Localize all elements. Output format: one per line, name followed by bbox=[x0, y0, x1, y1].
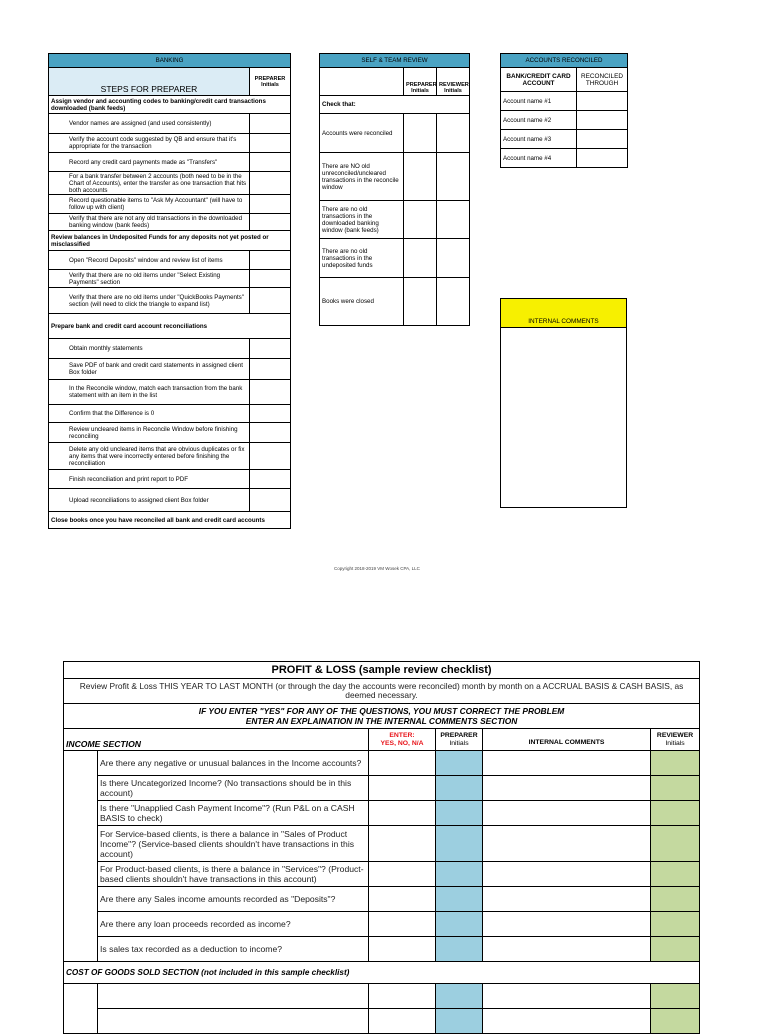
preparer-initials-cell[interactable] bbox=[404, 153, 437, 201]
banking-step-text: Record questionable items to "Ask My Accountant" (will have to follow up with client) bbox=[49, 195, 250, 214]
reviewer-initials-cell[interactable] bbox=[651, 937, 700, 962]
answer-cell[interactable] bbox=[369, 912, 436, 937]
table-row bbox=[64, 826, 700, 862]
bank-credit-card-account-header: BANK/CREDIT CARD ACCOUNT bbox=[501, 68, 577, 92]
reviewer-initials-cell[interactable] bbox=[651, 1009, 700, 1034]
preparer-initials-cell[interactable] bbox=[250, 405, 291, 423]
banking-step-text: Confirm that the Difference is 0 bbox=[49, 405, 250, 423]
preparer-initials-cell[interactable] bbox=[436, 826, 483, 862]
banking-step-text: Record any credit card payments made as "Transfers" bbox=[49, 153, 250, 172]
preparer-initials-cell[interactable] bbox=[436, 776, 483, 801]
internal-comments-header: INTERNAL COMMENTS bbox=[501, 299, 626, 328]
table-row bbox=[49, 172, 291, 195]
table-row bbox=[320, 201, 470, 239]
reviewer-initials-cell[interactable] bbox=[651, 887, 700, 912]
income-question: Are there any loan proceeds recorded as income? bbox=[98, 912, 369, 937]
reviewer-initials-cell[interactable] bbox=[651, 984, 700, 1009]
banking-step-text: In the Reconcile window, match each transaction from the bank statement with an item in the list bbox=[49, 380, 250, 405]
table-row bbox=[49, 153, 291, 172]
reconciled-through-header: RECONCILED THROUGH bbox=[577, 68, 628, 92]
table-row bbox=[49, 288, 291, 314]
banking-section-title: Close books once you have reconciled all bank and credit card accounts bbox=[49, 512, 291, 529]
pl-title: PROFIT & LOSS (sample review checklist) bbox=[64, 662, 700, 679]
banking-title: BANKING bbox=[49, 54, 291, 68]
review-check-text: Books were closed bbox=[320, 278, 404, 326]
preparer-initials-cell[interactable] bbox=[436, 751, 483, 776]
preparer-initials-cell[interactable] bbox=[436, 937, 483, 962]
answer-cell[interactable] bbox=[369, 887, 436, 912]
table-row bbox=[49, 470, 291, 489]
preparer-header: PREPARER bbox=[254, 75, 286, 82]
banking-step-text: For a bank transfer between 2 accounts (both need to be in the Chart of Accounts), enter the transfer as one transaction that hits both accounts bbox=[49, 172, 250, 195]
steps-for-preparer-header: STEPS FOR PREPARER bbox=[49, 68, 250, 96]
table-row bbox=[49, 405, 291, 423]
account-name: Account name #2 bbox=[501, 111, 577, 130]
preparer-initials-cell[interactable] bbox=[250, 172, 291, 195]
answer-cell[interactable] bbox=[369, 1009, 436, 1034]
pl-preparer-initials: Initials bbox=[449, 739, 469, 747]
account-name: Account name #3 bbox=[501, 130, 577, 149]
table-row bbox=[64, 801, 700, 826]
enter-values-label: YES, NO, N/A bbox=[380, 739, 424, 747]
income-question: Are there any Sales income amounts recorded as "Deposits"? bbox=[98, 887, 369, 912]
table-row bbox=[501, 149, 628, 168]
banking-step-text: Finish reconciliation and print report to PDF bbox=[49, 470, 250, 489]
answer-cell[interactable] bbox=[369, 937, 436, 962]
comments-cell[interactable] bbox=[483, 1009, 651, 1034]
banking-section-title: Review balances in Undeposited Funds for any deposits not yet posted or misclassified bbox=[49, 231, 291, 251]
review-reviewer-initials: Initials bbox=[444, 88, 462, 94]
table-row bbox=[64, 776, 700, 801]
preparer-initials-cell[interactable] bbox=[250, 270, 291, 288]
banking-section-row bbox=[49, 96, 291, 114]
review-check-text: There are NO old unreconciled/uncleared transactions in the reconcile window bbox=[320, 153, 404, 201]
banking-step-text: Open "Record Deposits" window and review list of items bbox=[49, 251, 250, 270]
preparer-initials-cell[interactable] bbox=[250, 153, 291, 172]
preparer-initials-cell[interactable] bbox=[250, 288, 291, 314]
initials-label: Initials bbox=[261, 81, 279, 88]
reviewer-initials-cell[interactable] bbox=[651, 776, 700, 801]
review-check-text: There are no old transactions in the undeposited funds bbox=[320, 239, 404, 278]
table-row bbox=[49, 195, 291, 214]
table-row bbox=[64, 887, 700, 912]
reviewer-initials-cell[interactable] bbox=[651, 912, 700, 937]
table-row bbox=[49, 423, 291, 443]
answer-cell[interactable] bbox=[369, 862, 436, 887]
review-reviewer-header: REVIEWER bbox=[439, 82, 469, 88]
accounts-title: ACCOUNTS RECONCILED bbox=[501, 54, 628, 68]
reviewer-initials-cell[interactable] bbox=[437, 278, 470, 326]
preparer-initials-cell[interactable] bbox=[404, 278, 437, 326]
table-row bbox=[49, 380, 291, 405]
account-name: Account name #1 bbox=[501, 92, 577, 111]
reviewer-initials-cell[interactable] bbox=[437, 201, 470, 239]
reconciled-through-cell[interactable] bbox=[577, 130, 628, 149]
answer-cell[interactable] bbox=[369, 751, 436, 776]
reviewer-initials-cell[interactable] bbox=[651, 826, 700, 862]
reviewer-initials-cell[interactable] bbox=[651, 801, 700, 826]
table-row bbox=[49, 270, 291, 288]
pl-warning-line2: ENTER AN EXPLAINATION IN THE INTERNAL COMMENTS SECTION bbox=[245, 716, 518, 726]
preparer-initials-cell[interactable] bbox=[250, 380, 291, 405]
table-row bbox=[320, 278, 470, 326]
review-check-text: There are no old transactions in the downloaded banking window (bank feeds) bbox=[320, 201, 404, 239]
review-preparer-initials: Initials bbox=[411, 88, 429, 94]
answer-cell[interactable] bbox=[369, 826, 436, 862]
table-row bbox=[49, 114, 291, 134]
preparer-initials-cell[interactable] bbox=[436, 912, 483, 937]
preparer-initials-cell[interactable] bbox=[436, 862, 483, 887]
preparer-initials-cell[interactable] bbox=[250, 489, 291, 512]
income-question: Are there any negative or unusual balances in the Income accounts? bbox=[98, 751, 369, 776]
reviewer-initials-cell[interactable] bbox=[437, 153, 470, 201]
preparer-initials-cell[interactable] bbox=[404, 239, 437, 278]
enter-label: ENTER: bbox=[389, 731, 415, 739]
internal-comments-box[interactable] bbox=[500, 298, 627, 508]
banking-section-row bbox=[49, 314, 291, 339]
comments-cell[interactable] bbox=[483, 776, 651, 801]
comments-cell[interactable] bbox=[483, 887, 651, 912]
preparer-initials-cell[interactable] bbox=[250, 339, 291, 359]
preparer-initials-cell[interactable] bbox=[436, 1009, 483, 1034]
cogs-section-header: COST OF GOODS SOLD SECTION (not included in this sample checklist) bbox=[64, 962, 700, 984]
income-section-header: INCOME SECTION bbox=[64, 729, 369, 751]
cogs-question-cell[interactable] bbox=[98, 984, 369, 1009]
comments-cell[interactable] bbox=[483, 937, 651, 962]
banking-step-text: Vendor names are assigned (and used consistently) bbox=[49, 114, 250, 134]
table-row bbox=[64, 912, 700, 937]
banking-step-text: Save PDF of bank and credit card statements in assigned client Box folder bbox=[49, 359, 250, 380]
income-question: Is there "Unapplied Cash Payment Income"? (Run P&L on a CASH BASIS to check) bbox=[98, 801, 369, 826]
table-row bbox=[64, 937, 700, 962]
preparer-initials-cell[interactable] bbox=[250, 443, 291, 470]
cogs-question-cell[interactable] bbox=[98, 1009, 369, 1034]
banking-table bbox=[48, 53, 291, 529]
preparer-initials-cell[interactable] bbox=[250, 423, 291, 443]
reviewer-initials-cell[interactable] bbox=[437, 239, 470, 278]
banking-section-title: Prepare bank and credit card account reconciliations bbox=[49, 314, 291, 339]
banking-step-text: Upload reconciliations to assigned client Box folder bbox=[49, 489, 250, 512]
pl-reviewer-header: REVIEWER bbox=[656, 731, 694, 739]
accounts-reconciled-table bbox=[500, 53, 628, 168]
answer-cell[interactable] bbox=[369, 984, 436, 1009]
reviewer-initials-cell[interactable] bbox=[437, 114, 470, 153]
banking-step-text: Obtain monthly statements bbox=[49, 339, 250, 359]
preparer-initials-cell[interactable] bbox=[436, 887, 483, 912]
table-row bbox=[49, 251, 291, 270]
reconciled-through-cell[interactable] bbox=[577, 92, 628, 111]
table-row bbox=[49, 359, 291, 380]
table-row bbox=[49, 339, 291, 359]
banking-step-text: Delete any old uncleared items that are obvious duplicates or fix any items that were incorrectly entered before finishing the reconciliation bbox=[49, 443, 250, 470]
reviewer-initials-cell[interactable] bbox=[651, 751, 700, 776]
review-preparer-header: PREPARER bbox=[406, 82, 437, 88]
preparer-initials-cell[interactable] bbox=[250, 114, 291, 134]
table-row bbox=[320, 239, 470, 278]
banking-step-text: Verify that there are no old items under "QuickBooks Payments" section (will need to click the triangle to expand list) bbox=[49, 288, 250, 314]
table-row bbox=[64, 984, 700, 1009]
table-row bbox=[320, 114, 470, 153]
preparer-initials-cell[interactable] bbox=[250, 470, 291, 489]
preparer-initials-cell[interactable] bbox=[436, 984, 483, 1009]
banking-step-text: Verify that there are not any old transactions in the downloaded banking window (bank feeds) bbox=[49, 214, 250, 231]
answer-cell[interactable] bbox=[369, 776, 436, 801]
preparer-initials-cell[interactable] bbox=[250, 214, 291, 231]
pl-warning-line1: IF YOU ENTER "YES" FOR ANY OF THE QUESTIONS, YOU MUST CORRECT THE PROBLEM bbox=[198, 706, 565, 716]
profit-loss-checklist bbox=[63, 661, 700, 1034]
preparer-initials-cell[interactable] bbox=[250, 134, 291, 153]
banking-section-title: Assign vendor and accounting codes to banking/credit card transactions downloaded (bank feeds) bbox=[49, 96, 291, 114]
answer-cell[interactable] bbox=[369, 801, 436, 826]
table-row bbox=[49, 214, 291, 231]
comments-cell[interactable] bbox=[483, 912, 651, 937]
table-row bbox=[501, 111, 628, 130]
table-row bbox=[64, 751, 700, 776]
table-row bbox=[49, 489, 291, 512]
table-row bbox=[49, 443, 291, 470]
pl-reviewer-initials: Initials bbox=[665, 739, 685, 747]
review-title: SELF & TEAM REVIEW bbox=[320, 54, 470, 68]
comments-cell[interactable] bbox=[483, 801, 651, 826]
preparer-initials-cell[interactable] bbox=[250, 359, 291, 380]
preparer-initials-cell[interactable] bbox=[436, 801, 483, 826]
comments-cell[interactable] bbox=[483, 862, 651, 887]
copyright: Copyright 2018-2019 VM Wosek CPA, LLC bbox=[334, 566, 420, 571]
reviewer-initials-cell[interactable] bbox=[651, 862, 700, 887]
pl-preparer-header: PREPARER bbox=[440, 731, 478, 739]
table-row bbox=[501, 130, 628, 149]
comments-cell[interactable] bbox=[483, 751, 651, 776]
pl-intro: Review Profit & Loss THIS YEAR TO LAST MONTH (or through the day the accounts were reconciled) month by month on a ACCRUAL BASIS & CASH BASIS, as deemed necessary. bbox=[64, 679, 700, 704]
income-question: Is sales tax recorded as a deduction to income? bbox=[98, 937, 369, 962]
banking-step-text: Review uncleared items in Reconcile Window before finishing reconciling bbox=[49, 423, 250, 443]
self-team-review-table bbox=[319, 53, 470, 326]
preparer-initials-cell[interactable] bbox=[404, 201, 437, 239]
check-that-label: Check that: bbox=[320, 96, 470, 114]
preparer-initials-cell[interactable] bbox=[250, 195, 291, 214]
income-question: For Product-based clients, is there a balance in "Services"? (Product-based clients shouldn't have transactions in this account) bbox=[98, 862, 369, 887]
pl-internal-comments-header: INTERNAL COMMENTS bbox=[483, 729, 651, 751]
preparer-initials-cell[interactable] bbox=[250, 251, 291, 270]
table-row bbox=[64, 1009, 700, 1034]
review-check-text: Accounts were reconciled bbox=[320, 114, 404, 153]
table-row bbox=[320, 153, 470, 201]
reconciled-through-cell[interactable] bbox=[577, 149, 628, 168]
account-name: Account name #4 bbox=[501, 149, 577, 168]
comments-cell[interactable] bbox=[483, 984, 651, 1009]
table-row bbox=[64, 862, 700, 887]
income-question: Is there Uncategorized Income? (No transactions should be in this account) bbox=[98, 776, 369, 801]
income-question: For Service-based clients, is there a balance in "Sales of Product Income"? (Service-based clients shouldn't have transactions in this account) bbox=[98, 826, 369, 862]
table-row bbox=[49, 134, 291, 153]
banking-step-text: Verify the account code suggested by QB and ensure that it's appropriate for the transaction bbox=[49, 134, 250, 153]
reconciled-through-cell[interactable] bbox=[577, 111, 628, 130]
banking-step-text: Verify that there are no old items under "Select Existing Payments" section bbox=[49, 270, 250, 288]
table-row bbox=[501, 92, 628, 111]
banking-section-row bbox=[49, 231, 291, 251]
comments-cell[interactable] bbox=[483, 826, 651, 862]
preparer-initials-cell[interactable] bbox=[404, 114, 437, 153]
banking-section-row bbox=[49, 512, 291, 529]
